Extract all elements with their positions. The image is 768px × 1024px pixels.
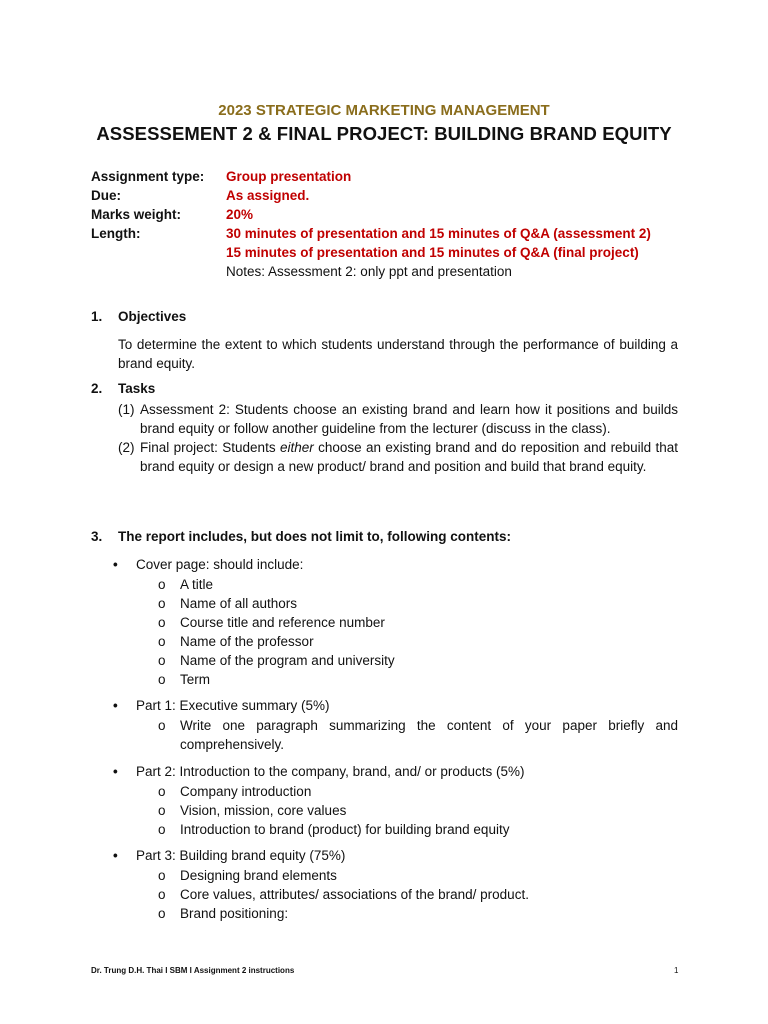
sub-bullet: o <box>158 577 166 592</box>
bullet-label: Cover page: should include: <box>136 557 304 572</box>
sub-item <box>158 632 678 651</box>
section-title: Objectives <box>118 309 187 324</box>
meta-length-value-2: 15 minutes of presentation and 15 minutes of Q&A (final project) <box>226 245 639 260</box>
sub-item <box>158 651 678 670</box>
sub-bullet: o <box>158 803 166 818</box>
sub-item <box>158 904 678 923</box>
sub-item-text: Write one paragraph summarizing the content of your paper briefly and comprehensively. <box>180 718 678 752</box>
section-objectives-heading <box>91 309 186 324</box>
emphasis-either: either <box>279 440 314 455</box>
sub-item-text: Name of the program and university <box>180 653 395 668</box>
sub-bullet: o <box>158 822 166 837</box>
bullet-part-1 <box>113 698 330 713</box>
sub-bullet: o <box>158 906 166 921</box>
sub-item-text: Name of the professor <box>180 634 314 649</box>
sub-item-text: Introduction to brand (product) for building brand equity <box>180 822 510 837</box>
section-report-heading <box>91 529 511 544</box>
meta-due-row <box>91 186 651 205</box>
footer-text: Dr. Trung D.H. Thai I SBM I Assignment 2 instructions <box>91 966 295 975</box>
bullet-part-2 <box>113 764 524 779</box>
section-title: Tasks <box>118 381 156 396</box>
sub-item <box>158 670 678 689</box>
meta-length-row <box>91 224 651 243</box>
sub-item-text: Term <box>180 672 210 687</box>
bullet-dot: • <box>113 557 118 572</box>
section-number: 1. <box>91 309 103 324</box>
sub-bullet: o <box>158 596 166 611</box>
sub-bullet: o <box>158 615 166 630</box>
sub-item-text: Core values, attributes/ associations of the brand/ product. <box>180 887 529 902</box>
course-title: 2023 STRATEGIC MARKETING MANAGEMENT <box>218 102 550 119</box>
meta-weight-label: Marks weight: <box>91 207 182 222</box>
sub-bullet: o <box>158 634 166 649</box>
sub-bullet: o <box>158 718 166 733</box>
sub-item <box>158 866 678 885</box>
sub-item <box>158 801 678 820</box>
sub-item <box>158 613 678 632</box>
sub-bullet: o <box>158 887 166 902</box>
sub-item <box>158 782 678 801</box>
meta-type-value: Group presentation <box>226 169 352 184</box>
meta-note: Notes: Assessment 2: only ppt and presentation <box>226 264 512 279</box>
sub-bullet: o <box>158 672 166 687</box>
task-text: Assessment 2: Students choose an existing brand and learn how it positions and builds brand equity or follow another guideline from the lecturer (discuss in the class). <box>140 402 678 436</box>
sub-item <box>158 594 678 613</box>
section-number: 2. <box>91 381 103 396</box>
task-number: (2) <box>118 440 135 455</box>
bullet-label: Part 2: Introduction to the company, brand, and/ or products (5%) <box>136 764 525 779</box>
assignment-meta <box>91 167 651 281</box>
sub-item-text: Name of all authors <box>180 596 298 611</box>
meta-due-value: As assigned. <box>226 188 310 203</box>
sub-item <box>158 820 678 839</box>
task-2 <box>118 438 678 476</box>
bullet-dot: • <box>113 698 118 713</box>
sub-item <box>158 575 678 594</box>
sub-item <box>158 716 678 754</box>
bullet-dot: • <box>113 848 118 863</box>
meta-type-label: Assignment type: <box>91 169 205 184</box>
sub-bullet: o <box>158 784 166 799</box>
assignment-title: ASSESSEMENT 2 & FINAL PROJECT: BUILDING BRAND EQUITY <box>96 123 672 144</box>
sub-item-text: Designing brand elements <box>180 868 337 883</box>
bullet-cover-page <box>113 557 303 572</box>
sub-item-text: A title <box>180 577 214 592</box>
section-tasks-heading <box>91 381 155 396</box>
task-number: (1) <box>118 402 135 417</box>
sub-item-text: Brand positioning: <box>180 906 289 921</box>
task-text: Final project: Students either choose an existing brand and do reposition and rebuild that brand equity or design a new product/ brand and position and build that brand equity. <box>140 440 678 474</box>
meta-due-label: Due: <box>91 188 121 203</box>
sub-item-text: Vision, mission, core values <box>180 803 347 818</box>
sub-bullet: o <box>158 868 166 883</box>
meta-length-row-2 <box>91 243 651 262</box>
meta-type-row <box>91 167 651 186</box>
sub-item-text: Course title and reference number <box>180 615 385 630</box>
meta-length-value-1: 30 minutes of presentation and 15 minutes of Q&A (assessment 2) <box>226 226 651 241</box>
bullet-label: Part 3: Building brand equity (75%) <box>136 848 346 863</box>
sub-bullet: o <box>158 653 166 668</box>
section-number: 3. <box>91 529 103 544</box>
meta-weight-value: 20% <box>226 207 254 222</box>
bullet-dot: • <box>113 764 118 779</box>
task-1 <box>118 400 678 438</box>
section-title: The report includes, but does not limit to, following contents: <box>118 529 511 544</box>
sub-item <box>158 885 678 904</box>
meta-length-label: Length: <box>91 226 141 241</box>
meta-weight-row <box>91 205 651 224</box>
sub-item-text: Company introduction <box>180 784 312 799</box>
objectives-text: To determine the extent to which students understand through the performance of building a brand equity. <box>118 337 678 371</box>
bullet-part-3 <box>113 848 345 863</box>
page-number: 1 <box>674 966 679 975</box>
bullet-label: Part 1: Executive summary (5%) <box>136 698 330 713</box>
